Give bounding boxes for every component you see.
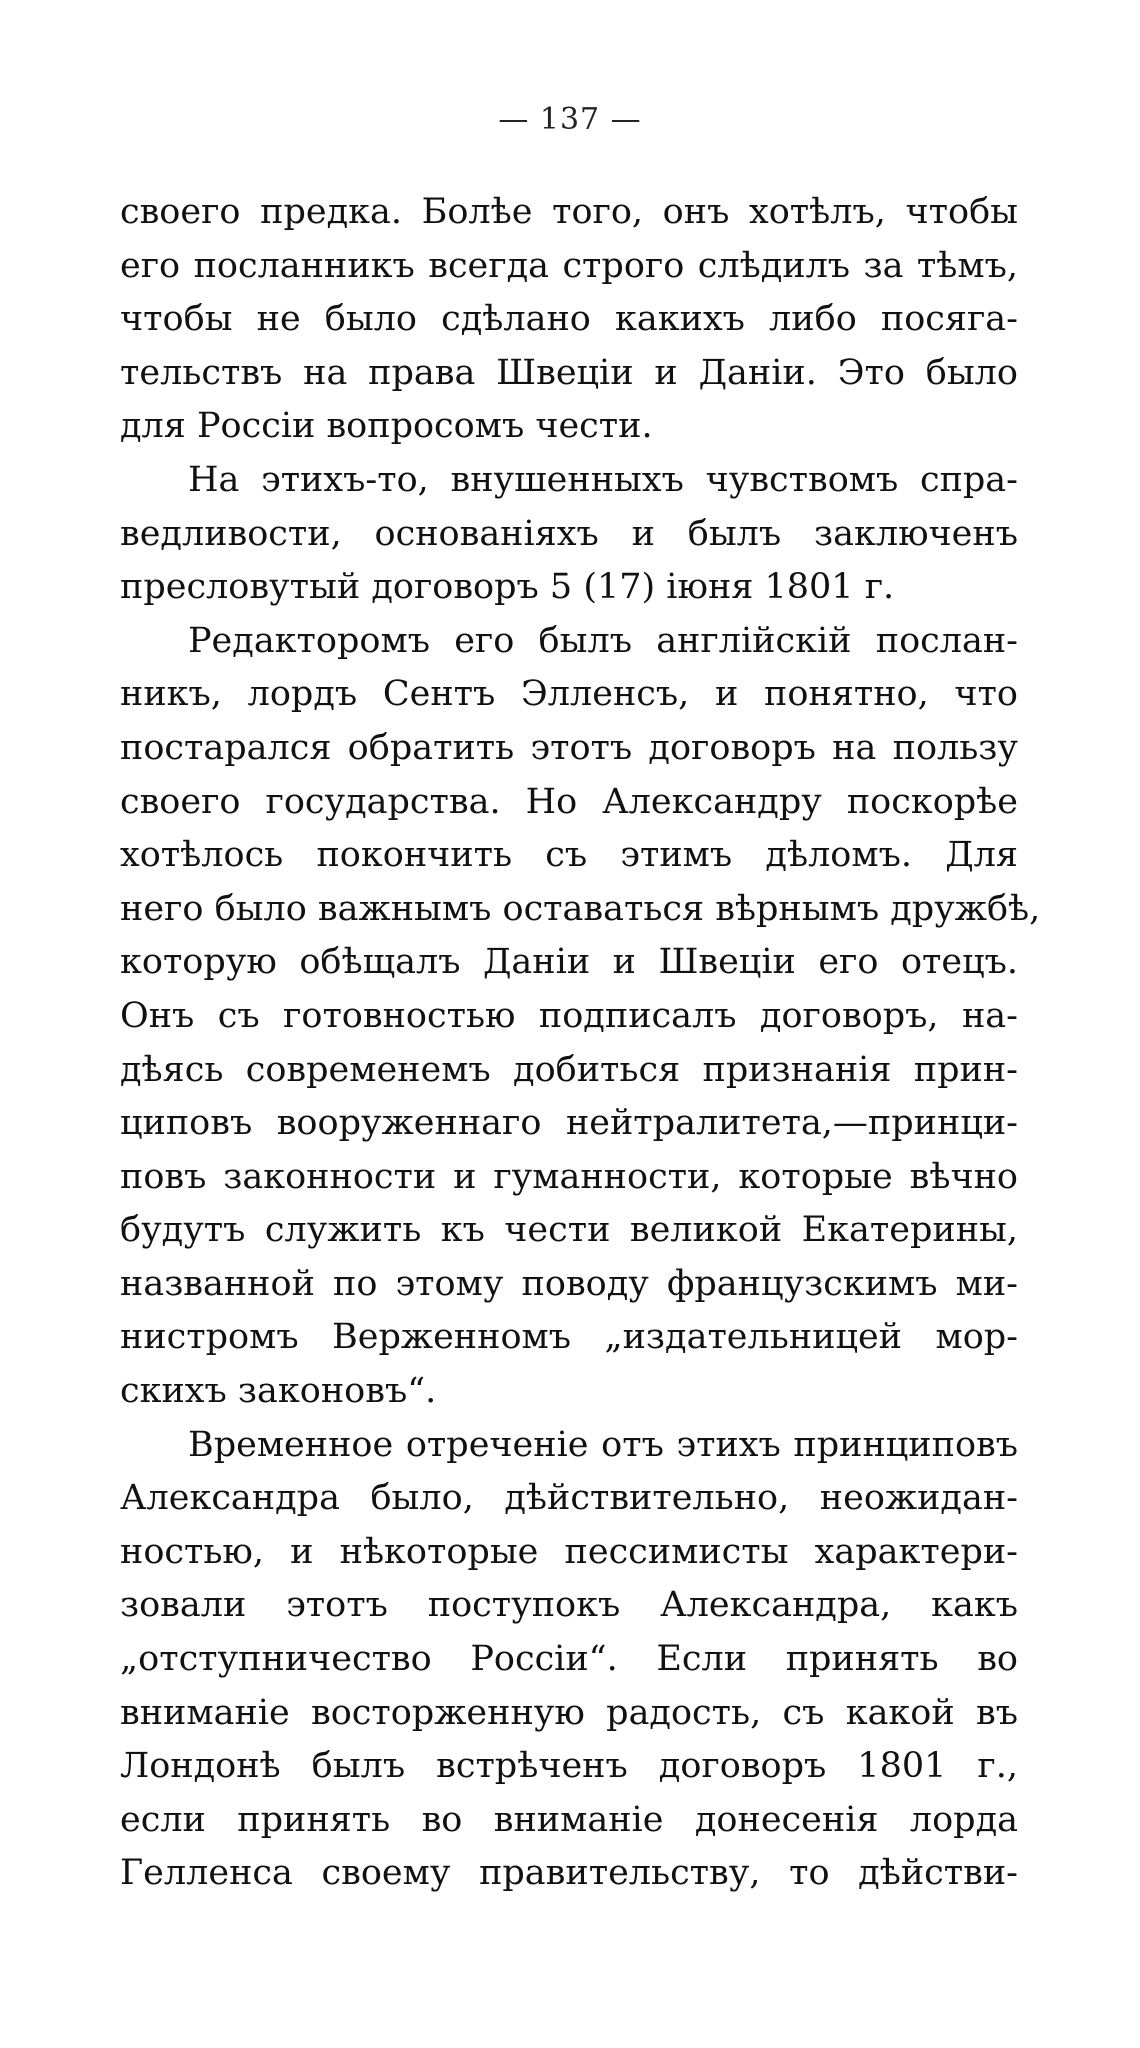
text-line: „отступничество Россіи“. Если принять во (120, 1639, 1018, 1680)
text-line: пресловутый договоръ 5 (17) іюня 1801 г. (120, 567, 895, 608)
text-line: ностью, и нѣкоторые пессимисты характери- (120, 1531, 1018, 1572)
text-line: скихъ законовъ“. (120, 1371, 437, 1412)
body-text (120, 186, 1041, 1901)
text-line: ведливости, основаніяхъ и былъ заключенъ (120, 513, 1018, 554)
text-line: своего государства. Но Александру поскорѣе (120, 781, 1018, 822)
text-line: для Россіи вопросомъ чести. (120, 406, 653, 447)
text-line: Александра было, дѣйствительно, неожидан- (120, 1478, 1018, 1519)
text-line: никъ, лордъ Сентъ Элленсъ, и понятно, что (120, 674, 1018, 715)
text-line: вниманіе восторженную радость, съ какой въ (120, 1692, 1018, 1733)
text-line: дѣясь современемъ добиться признанія прин- (120, 1049, 1018, 1090)
text-line: Временное отреченіе отъ этихъ принциповъ (188, 1424, 1018, 1465)
text-line: нистромъ Верженномъ „издательницей мор- (120, 1317, 1018, 1358)
text-line: циповъ вооруженнаго нейтралитета,—принци- (120, 1103, 1018, 1144)
text-line: Редакторомъ его былъ англійскій послан- (188, 620, 1018, 661)
text-line: Гелленса своему правительству, то дѣйстви- (120, 1853, 1018, 1894)
text-line: будутъ служить къ чести великой Екатерины, (120, 1210, 1018, 1251)
text-line: своего предка. Болѣе того, онъ хотѣлъ, чтобы (120, 192, 1018, 232)
text-line: хотѣлось покончить съ этимъ дѣломъ. Для (120, 835, 1018, 876)
text-line: зовали этотъ поступокъ Александра, какъ (120, 1585, 1018, 1626)
text-line: повъ законности и гуманности, которые вѣчно (120, 1156, 1018, 1197)
text-line: него было важнымъ оставаться вѣрнымъ дружбѣ, (120, 888, 1041, 929)
text-line: Лондонѣ былъ встрѣченъ договоръ 1801 г., (120, 1746, 1018, 1787)
text-line: Онъ съ готовностью подписалъ договоръ, на- (120, 995, 1018, 1036)
text-line: На этихъ-то, внушенныхъ чувствомъ спра- (188, 459, 1018, 500)
text-line: названной по этому поводу французскимъ ми- (120, 1263, 1018, 1304)
text-line: чтобы не было сдѣлано какихъ либо посяга- (120, 299, 1018, 340)
text-line: постарался обратить этотъ договоръ на пользу (120, 727, 1018, 768)
text-line: если принять во вниманіе донесенія лорда (120, 1799, 1018, 1840)
text-line: которую обѣщалъ Даніи и Швеціи его отецъ. (120, 942, 1018, 983)
text-line: тельствъ на права Швеціи и Даніи. Это было (120, 352, 1018, 393)
text-line: его посланникъ всегда строго слѣдилъ за тѣмъ, (120, 245, 1018, 286)
page-number: — 137 — (498, 102, 642, 137)
